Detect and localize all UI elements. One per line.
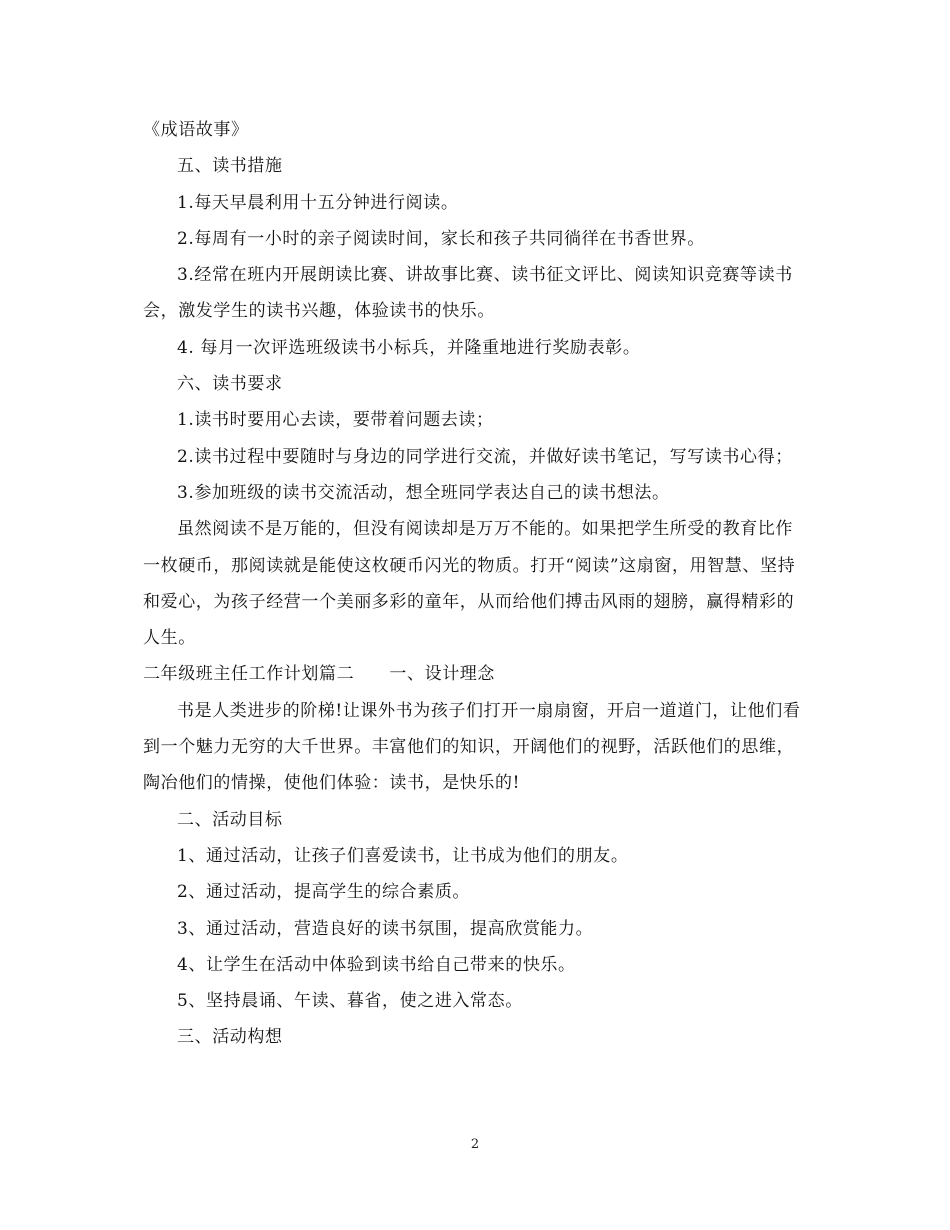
- design-concept-paragraph: 书是人类进步的阶梯!让课外书为孩子们打开一扇扇窗，开启一道道门，让他们看到一个魅力无穷的大千世界。丰富他们的知识，开阔他们的视野，活跃他们的思维，陶冶他们的情操，使他们体验：读书，是快乐的!: [143, 700, 801, 794]
- goal-item-1: 1、通过活动，让孩子们喜爱读书，让书成为他们的朋友。: [177, 845, 629, 866]
- requirement-item-3: 3.参加班级的读书交流活动，想全班同学表达自己的读书想法。: [177, 482, 670, 503]
- measure-item-4: 4. 每月一次评选班级读书小标兵，并隆重地进行奖励表彰。: [177, 337, 641, 358]
- section-heading-activity-goals: 二、活动目标: [177, 809, 283, 830]
- measure-item-3: 3.经常在班内开展朗读比赛、讲故事比赛、读书征文评比、阅读知识竞赛等读书会，激发学生的读书兴趣，体验读书的快乐。: [143, 265, 793, 322]
- section-heading-activity-concept: 三、活动构想: [177, 1027, 283, 1048]
- measure-item-1: 1.每天早晨利用十五分钟进行阅读。: [177, 192, 459, 213]
- plan-part-two-heading: 二年级班主任工作计划篇二 一、设计理念: [143, 664, 495, 685]
- document-body: [143, 112, 807, 1056]
- page-number: 2: [470, 1137, 480, 1152]
- requirement-item-2: 2.读书过程中要随时与身边的同学进行交流，并做好读书笔记，写写读书心得；: [177, 446, 793, 467]
- section-heading-reading-requirements: 六、读书要求: [177, 374, 283, 395]
- section-heading-reading-measures: 五、读书措施: [177, 156, 283, 177]
- goal-item-5: 5、坚持晨诵、午读、暮省，使之进入常态。: [177, 991, 523, 1012]
- goal-item-4: 4、让学生在活动中体验到读书给自己带来的快乐。: [177, 954, 576, 975]
- goal-item-2: 2、通过活动，提高学生的综合素质。: [177, 882, 471, 903]
- closing-paragraph: 虽然阅读不是万能的，但没有阅读却是万万不能的。如果把学生所受的教育比作一枚硬币，那阅读就是能使这枚硬币闪光的物质。打开“阅读”这扇窗，用智慧、坚持和爱心，为孩子经营一个美丽多彩的童年，从而给他们搏击风雨的翅膀，赢得精彩的人生。: [143, 519, 796, 649]
- book-title-line: 《成语故事》: [143, 120, 249, 140]
- measure-item-2: 2.每周有一小时的亲子阅读时间，家长和孩子共同徜徉在书香世界。: [177, 228, 705, 249]
- goal-item-3: 3、通过活动，营造良好的读书氛围，提高欣赏能力。: [177, 918, 594, 939]
- requirement-item-1: 1.读书时要用心去读，要带着问题去读；: [177, 410, 494, 431]
